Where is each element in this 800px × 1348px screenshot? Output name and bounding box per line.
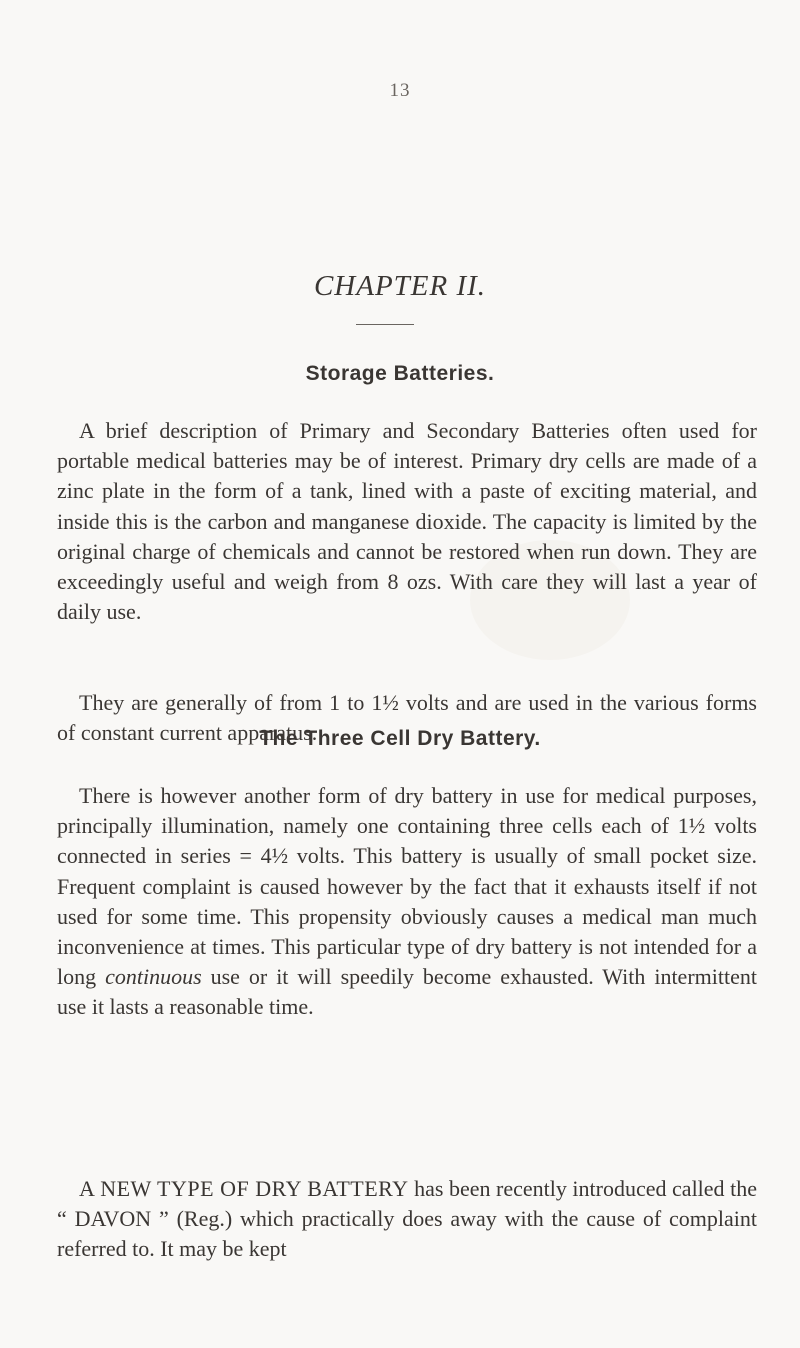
new-type-lead: A NEW TYPE OF DRY BATTERY — [79, 1176, 409, 1201]
emphasis-continuous: continuous — [105, 964, 202, 990]
chapter-heading: CHAPTER II. — [313, 270, 487, 302]
paragraph-primary-batteries: A brief description of Primary and Secondary Batteries often used for portable medical batteries may be of interest. Primary dry cells are made of a zinc plate in the form of a tank, lined with a paste of exciting material, and inside this is the carbon and manganese dioxide. The capacity is limited by the original charge of chemicals and cannot be restored when run down. They are exceedingly useful and weigh from 8 ozs. With care they will last a year of daily use. — [57, 418, 757, 625]
divider-rule — [356, 324, 414, 325]
paragraph-new-type-text: has been recently introduced called the “ DAVON ” (Reg.) which practically does away with the cause of complaint referred to. It may be kept — [57, 1176, 757, 1262]
page-number: 13 — [389, 80, 411, 101]
paragraph-three-cell-text-a: There is however another form of dry battery in use for medical purposes, principally illumination, namely one containing three cells each of 1½ volts connected in series = 4½ volts. This battery is usually of small pocket size. Frequent complaint is caused however by the fact that it exhausts itself if not used for some time. This propensity obviously causes a medical man much inconvenience at times. This particular type of dry battery is not intended for a long — [57, 783, 757, 990]
paragraph-voltage: They are generally of from 1 to 1½ volts and are used in the various forms of constant current apparatus. — [57, 690, 757, 746]
paragraph-three-cell-text-b: use or it will speedily become exhausted. With intermittent use it lasts a reasonable time. — [57, 964, 757, 1020]
paragraph-three-cell — [57, 781, 757, 1023]
paragraph-new-type — [57, 1174, 757, 1265]
section-title-three-cell-battery: The Three Cell Dry Battery. — [259, 727, 541, 750]
section-title-storage-batteries: Storage Batteries. — [305, 362, 495, 385]
